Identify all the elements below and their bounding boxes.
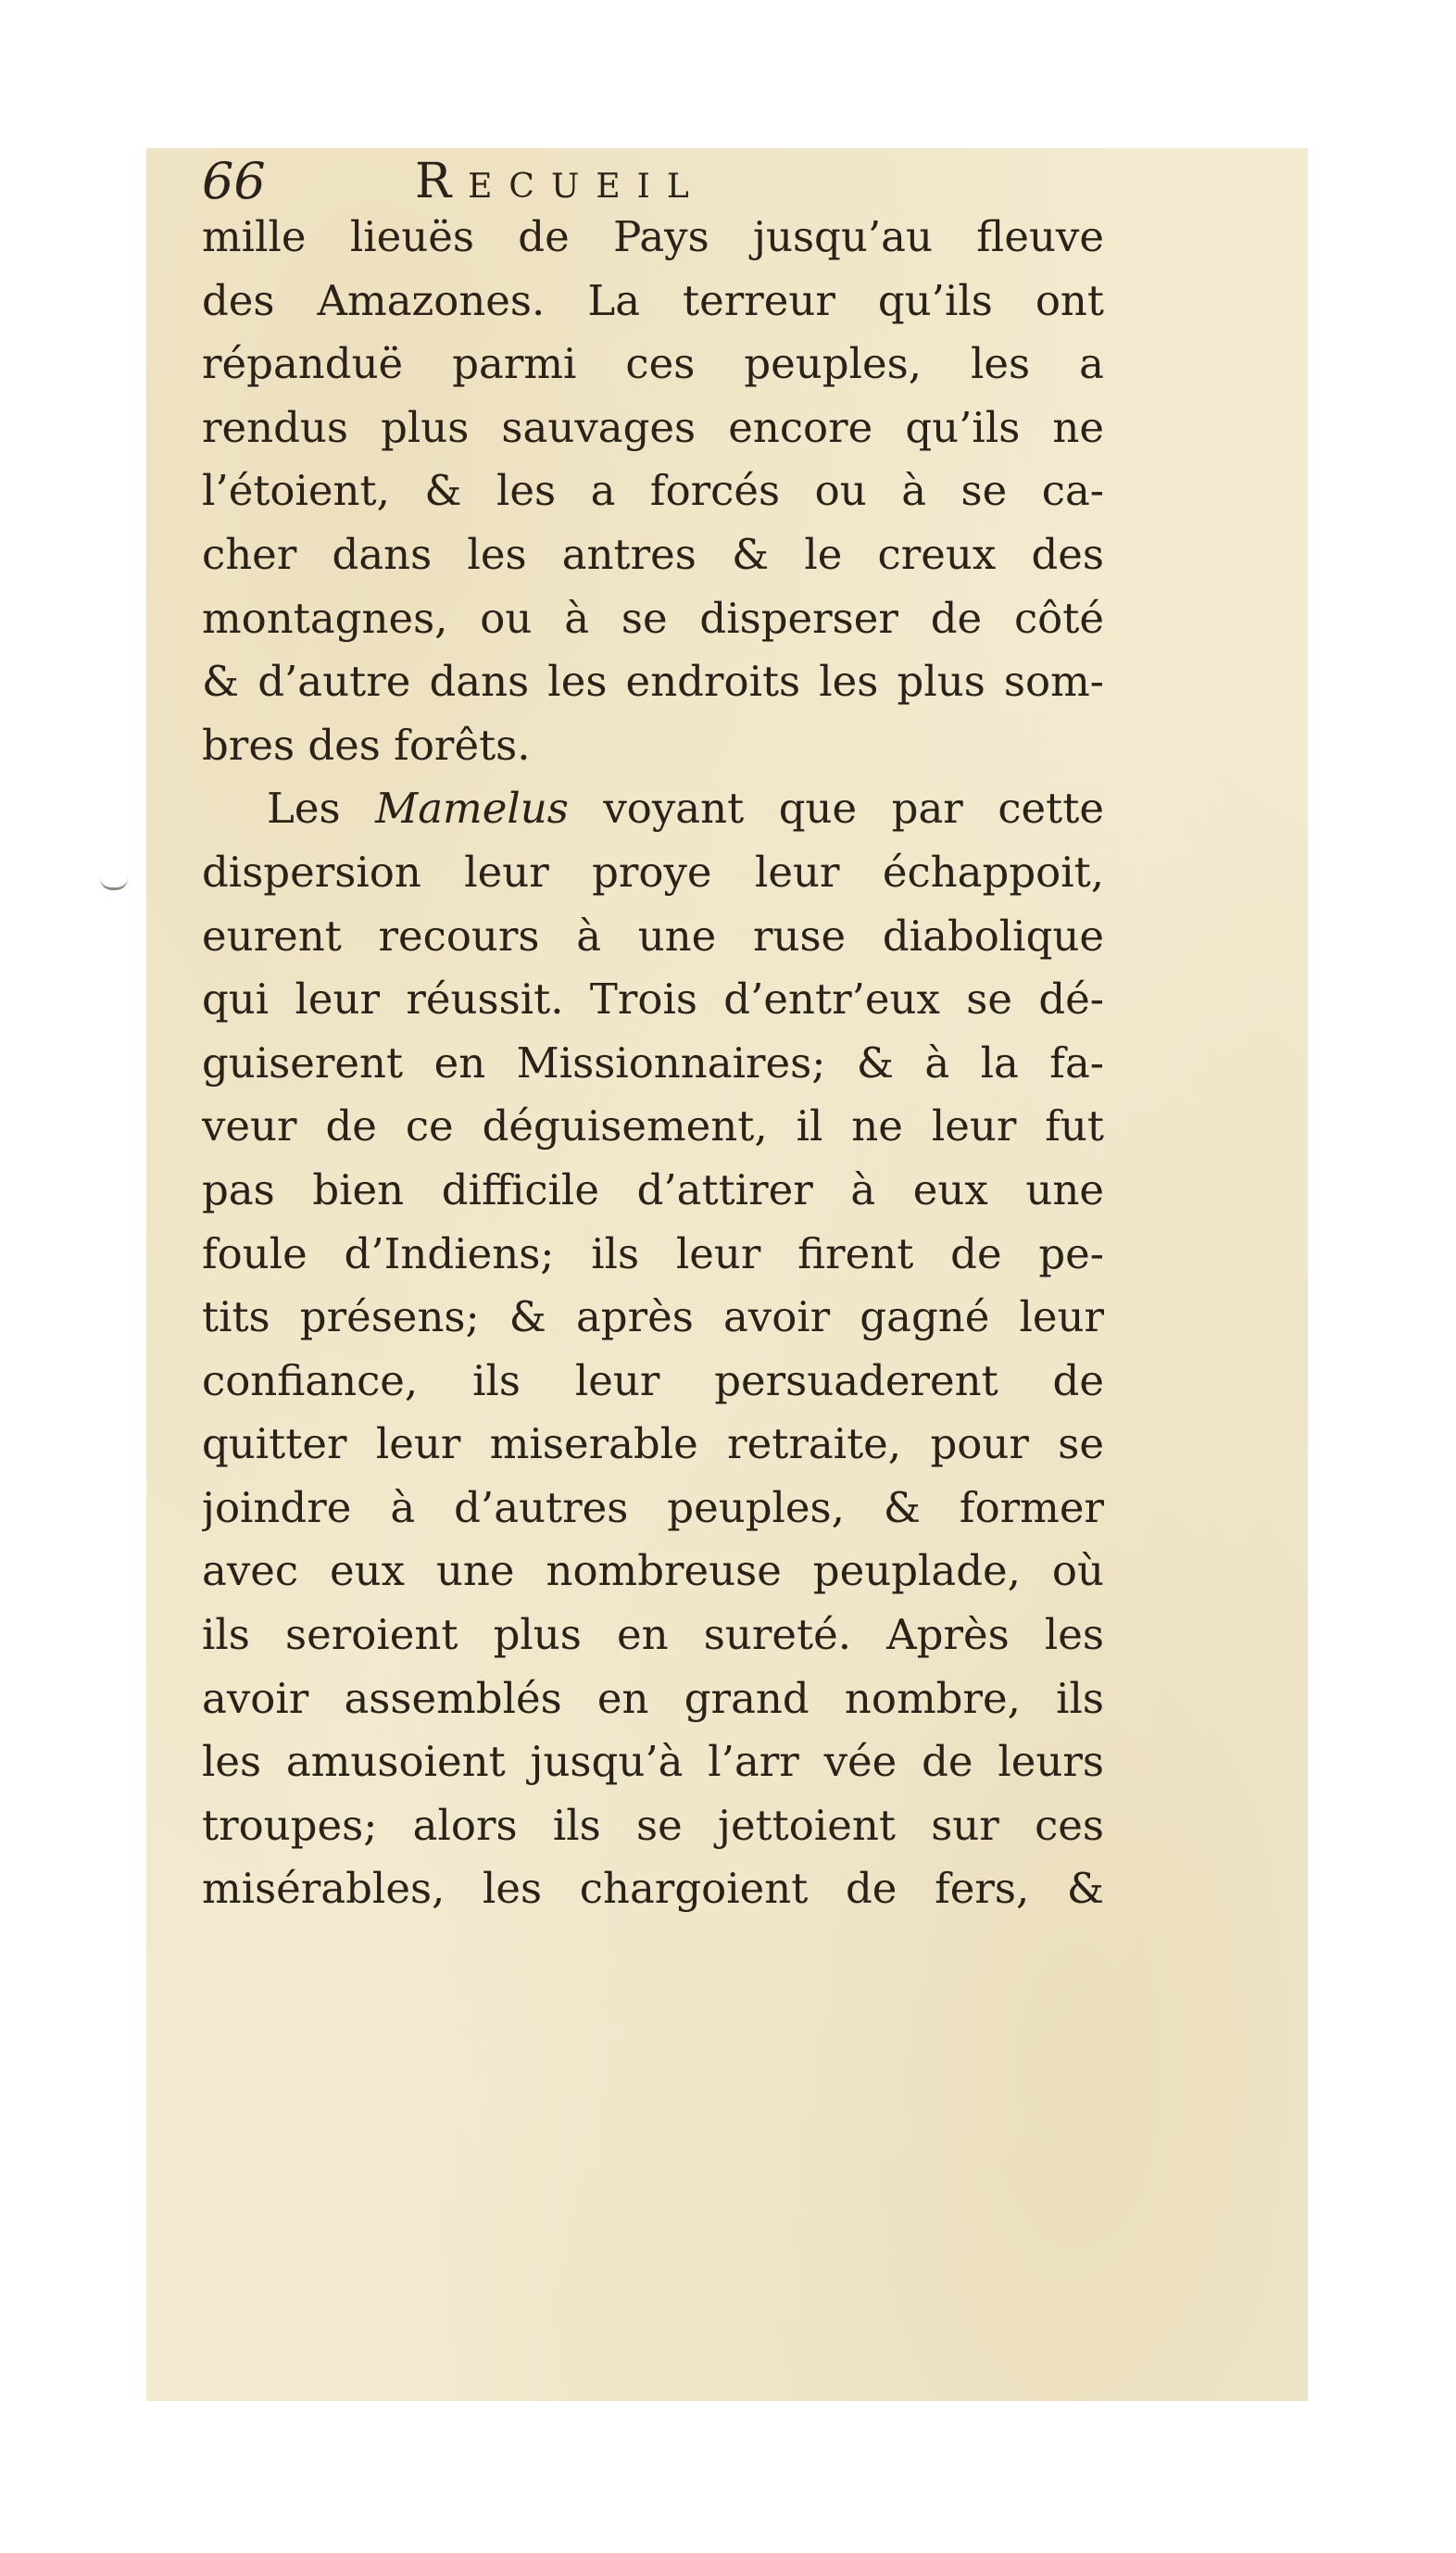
body-text [202,206,1104,1921]
text-suffix: voyant que par cette [603,784,1104,834]
text-line: troupes; alors ils se jettoient sur ces [202,1800,1104,1850]
text-line: & d’autre dans les endroits les plus som- [202,657,1104,707]
text-line: foule d’Indiens; ils leur firent de pe- [202,1228,1104,1278]
text-line: eurent recours à une ruse diabolique [202,911,1104,961]
text-line: qui leur réussit. Trois d’entr’eux se dé- [202,975,1104,1025]
text-line: veur de ce déguisement, il ne leur fut [202,1101,1104,1151]
text-line: guiserent en Missionnaires; & à la fa- [202,1038,1104,1088]
text-line: les amusoient jusqu’à l’arr vée de leurs [202,1737,1104,1787]
paragraph-1 [202,206,1104,777]
text-line: pas bien difficile d’attirer à eux une [202,1164,1104,1214]
text-line: mille lieuës de Pays jusqu’au fleuve [202,212,1104,261]
paragraph-2 [202,777,1104,1921]
text-line: quitter leur miserable retraite, pour se [202,1419,1104,1469]
italic-term: Mamelus [375,784,569,834]
text-line: ils seroient plus en sureté. Après les [202,1610,1104,1660]
text-line: des Amazones. La terreur qu’ils ont [202,275,1104,325]
text-line: misérables, les chargoient de fers, & [202,1864,1104,1914]
text-line-first [202,777,1104,841]
text-line: l’étoient, & les a forcés ou à se ca- [202,466,1104,516]
text-line: rendus plus sauvages encore qu’ils ne [202,402,1104,452]
page-number: 66 [202,152,266,210]
text-line: confiance, ils leur persuaderent de [202,1355,1104,1405]
text-line: répanduë parmi ces peuples, les a [202,339,1104,389]
text-prefix: Les [267,784,341,834]
text-line: avoir assemblés en grand nombre, ils [202,1673,1104,1723]
text-line: tits présens; & après avoir gagné leur [202,1292,1104,1342]
text-line: avec eux une nombreuse peuplade, où [202,1546,1104,1596]
running-head: Recueil [415,154,706,209]
text-line: montagnes, ou à se disperser de côté [202,593,1104,643]
text-line: joindre à d’autres peuples, & former [202,1482,1104,1532]
text-line: bres des forêts. [202,720,531,770]
text-line: cher dans les antres & le creux des [202,529,1104,579]
margin-mark [100,878,128,890]
text-line: dispersion leur proye leur échappoit, [202,847,1104,897]
